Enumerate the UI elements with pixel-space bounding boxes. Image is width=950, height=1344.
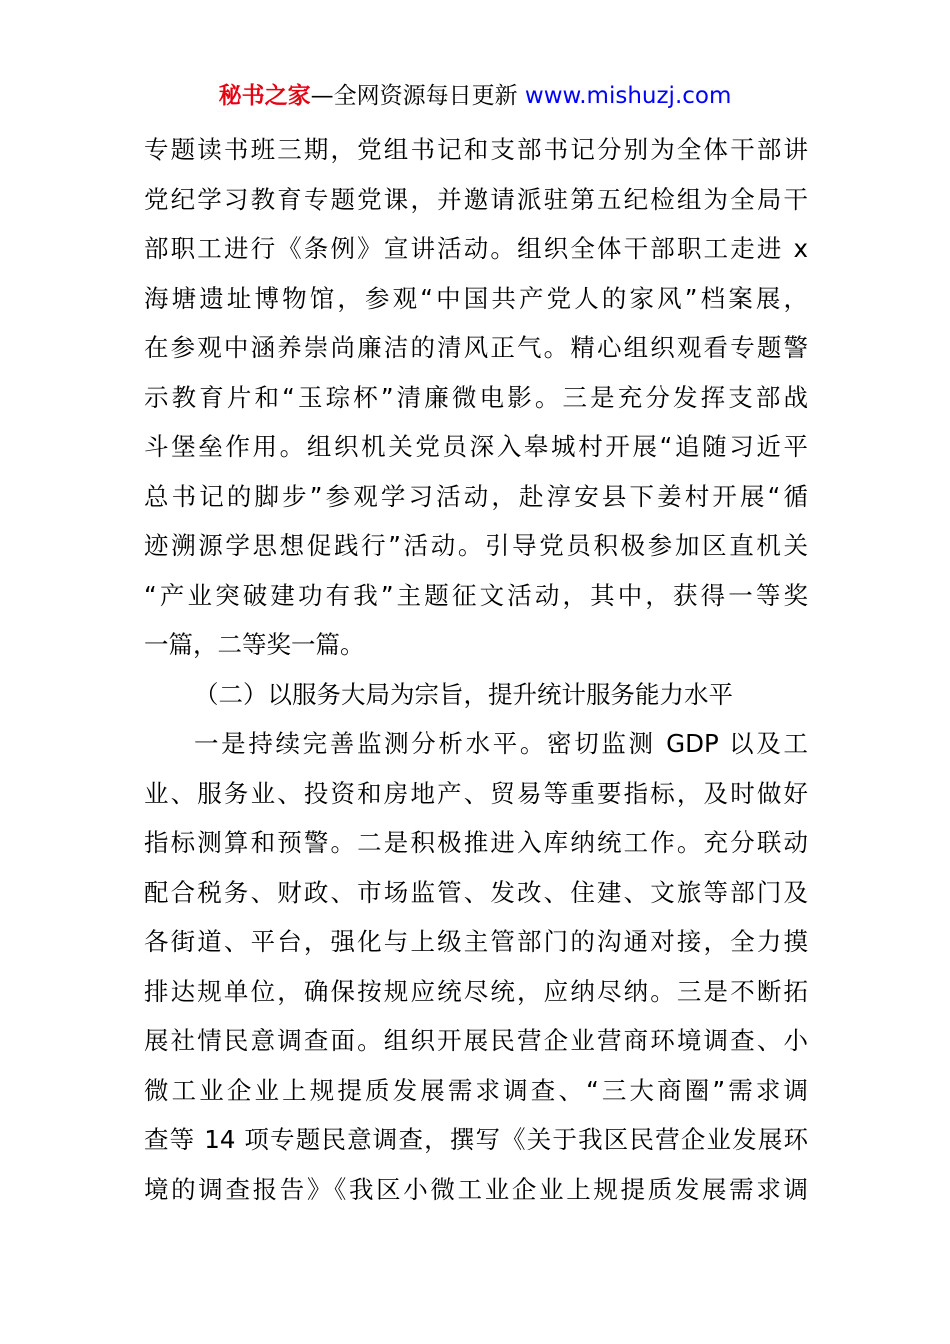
site-brand: 秘书之家 <box>218 83 311 109</box>
site-header <box>0 80 950 112</box>
body-line: 一篇，二等奖一篇。 <box>144 630 365 659</box>
body-line: 业、服务业、投资和房地产、贸易等重要指标，及时做好 <box>144 778 808 808</box>
body-line: 总书记的脚步”参观学习活动，赴淳安县下姜村开展“循 <box>144 481 808 511</box>
body-line: 示教育片和“玉琮杯”清廉微电影。三是充分发挥支部战 <box>144 382 808 412</box>
site-slogan: —全网资源每日更新 <box>310 83 518 109</box>
body-line: 境的调查报告》《我区小微工业企业上规提质发展需求调 <box>144 1174 808 1204</box>
body-line: 迹溯源学思想促践行”活动。引导党员积极参加区直机关 <box>144 531 808 560</box>
body-line: 展社情民意调查面。组织开展民营企业营商环境调查、小 <box>144 1026 808 1055</box>
body-line: 部职工进行《条例》宣讲活动。组织全体干部职工走进 x <box>144 234 808 263</box>
body-line: 查等 14 项专题民意调查，撰写《关于我区民营企业发展环 <box>144 1125 808 1154</box>
document-body <box>144 125 808 1214</box>
body-line: 各街道、平台，强化与上级主管部门的沟通对接，全力摸 <box>144 927 808 956</box>
body-line: 斗堡垒作用。组织机关党员深入皋城村开展“追随习近平 <box>144 432 808 461</box>
body-line: 指标测算和预警。二是积极推进入库纳统工作。充分联动 <box>144 828 808 857</box>
body-line: 排达规单位，确保按规应统尽统，应纳尽纳。三是不断拓 <box>144 976 808 1006</box>
body-line: 配合税务、财政、市场监管、发改、住建、文旅等部门及 <box>144 877 808 907</box>
body-line: 一是持续完善监测分析水平。密切监测 GDP 以及工 <box>194 729 808 758</box>
body-line: 专题读书班三期，党组书记和支部书记分别为全体干部讲 <box>144 135 808 164</box>
body-line: 微工业企业上规提质发展需求调查、“三大商圈”需求调 <box>144 1075 808 1105</box>
body-line: 海塘遗址博物馆，参观“中国共产党人的家风”档案展， <box>144 283 808 313</box>
body-line: “产业突破建功有我”主题征文活动，其中，获得一等奖 <box>144 580 808 610</box>
site-url-link[interactable]: www.mishuzj.com <box>524 83 732 109</box>
body-line: 在参观中涵养崇尚廉洁的清风正气。精心组织观看专题警 <box>144 333 808 362</box>
body-line: 党纪学习教育专题党课，并邀请派驻第五纪检组为全局干 <box>144 184 808 214</box>
section-heading: （二）以服务大局为宗旨，提升统计服务能力水平 <box>194 679 733 709</box>
